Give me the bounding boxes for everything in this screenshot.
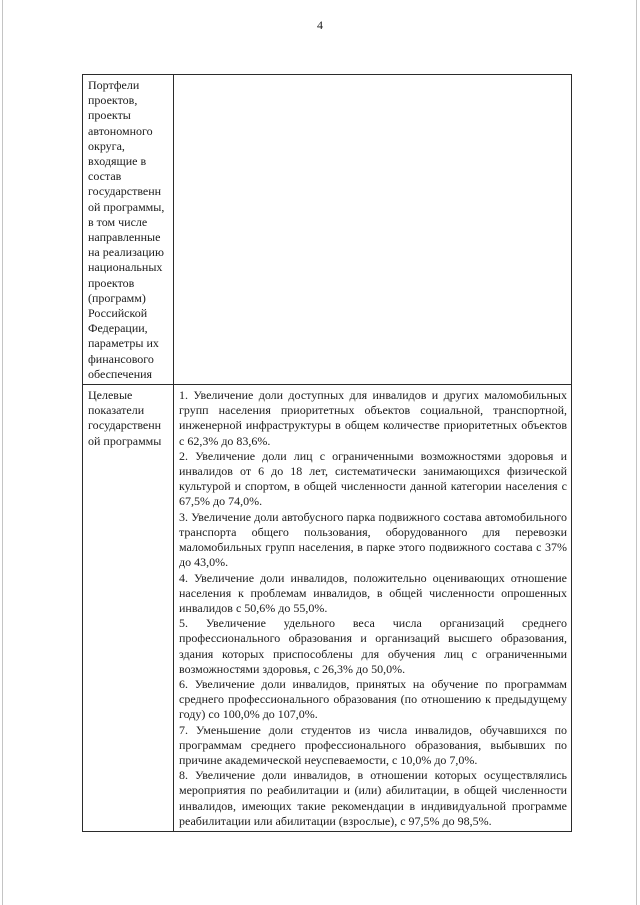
row-label-project-portfolios: Портфели проектов, проекты автономного округа, входящие в состав государственн ой программы, в том числе направленные на реализацию национальных проектов (программ) Российской Федерации, параметры их финансового обеспечения [83,75,174,385]
indicator-3: 3. Увеличение доли автобусного парка подвижного состава автомобильного транспорта общего пользования, оборудованного для перевозки маломобильных групп населения, в парке этого подвижного состава с 37% до 43,0%. [179,509,567,570]
row-label-target-indicators: Целевые показатели государственн ой программы [83,385,174,832]
row-value-target-indicators [174,385,572,832]
page-number: 4 [317,18,323,32]
indicator-1: 1. Увеличение доли доступных для инвалидов и других маломобильных групп населения приоритетных объектов социальной, транспортной, инженерной инфраструктуры в общем количестве приоритетных объектов с 62,3% до 83,6%. [179,388,567,448]
indicator-6: 6. Увеличение доли инвалидов, принятых на обучение по программам среднего профессионального образования (по отношению к предыдущему году) со 100,0% до 107,0%. [179,676,567,722]
scan-edge-left [2,0,3,905]
scan-edge-right [636,0,637,905]
table-row-target-indicators [83,385,572,832]
table-row-project-portfolios [83,75,572,385]
row-value-project-portfolios [174,75,572,385]
indicator-7: 7. Уменьшение доли студентов из числа инвалидов, обучавшихся по программам среднего профессионального образования, выбывших по причине академической неуспеваемости, с 10,0% до 7,0%. [179,722,567,767]
program-passport-table [82,74,572,832]
indicator-2: 2. Увеличение доли лиц с ограниченными возможностями здоровья и инвалидов от 6 до 18 лет, систематически занимающихся физической культурой и спортом, в общей численности данной категории населения с 67,5% до 74,0%. [179,448,567,509]
indicator-8: 8. Увеличение доли инвалидов, в отношении которых осуществлялись мероприятия по реабилитации и (или) абилитации, в общей численности инвалидов, имеющих такие рекомендации в индивидуальной программе реабилитации или абилитации (взрослые), с 97,5% до 98,5%. [179,768,567,828]
indicator-5: 5. Увеличение удельного веса числа организаций среднего профессионального образования и организаций высшего образования, здания которых приспособлены для обучения лиц с ограниченными возможностями здоровья, с 26,3% до 50,0%. [179,616,567,676]
indicator-4: 4. Увеличение доли инвалидов, положительно оценивающих отношение населения к проблемам инвалидов, в общей численности опрошенных инвалидов с 50,6% до 55,0%. [179,570,567,615]
